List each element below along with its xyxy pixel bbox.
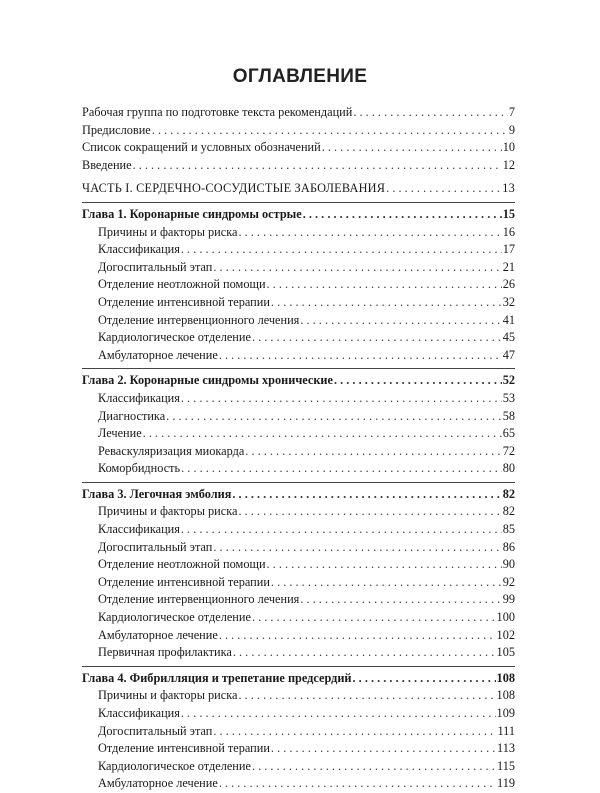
- toc-subentry[interactable]: [82, 539, 515, 557]
- toc-subentry-page: 113: [497, 741, 515, 756]
- toc-subentry-label: Кардиологическое отделение: [98, 610, 251, 625]
- toc-entry-page: 10: [502, 140, 515, 155]
- toc-entry[interactable]: [82, 157, 515, 175]
- dot-leader: [133, 157, 502, 175]
- toc-subentry[interactable]: [82, 312, 515, 330]
- dot-leader: [245, 443, 501, 461]
- toc-subentry-page: 92: [502, 574, 515, 589]
- toc-subentry[interactable]: [82, 723, 515, 741]
- toc-subentry-page: 58: [502, 408, 515, 423]
- toc-subentry[interactable]: [82, 687, 515, 705]
- dot-leader: [271, 574, 502, 592]
- dot-leader: [238, 224, 501, 242]
- section-divider: [82, 368, 515, 369]
- toc-entry-page: 9: [508, 122, 515, 137]
- toc-subentry-label: Лечение: [98, 426, 142, 441]
- toc-subentry-label: Отделение интервенционного лечения: [98, 312, 300, 327]
- toc-subentry[interactable]: [82, 443, 515, 461]
- toc-subentry[interactable]: [82, 644, 515, 662]
- section-divider: [82, 482, 515, 483]
- toc-subentry-label: Отделение интенсивной терапии: [98, 741, 270, 756]
- toc-subentry-page: 80: [502, 461, 515, 476]
- table-of-contents: [82, 104, 515, 793]
- toc-subentry-label: Причины и факторы риска: [98, 504, 238, 519]
- toc-chapter-page: 82: [502, 486, 515, 501]
- toc-subentry-page: 90: [502, 557, 515, 572]
- dot-leader: [152, 122, 508, 140]
- toc-subentry-label: Причины и факторы риска: [98, 688, 238, 703]
- toc-chapter[interactable]: [82, 486, 515, 504]
- toc-subentry-page: 53: [502, 390, 515, 405]
- toc-subentry-label: Отделение интенсивной терапии: [98, 574, 270, 589]
- dot-leader: [213, 539, 501, 557]
- page-title: ОГЛАВЛЕНИЕ: [232, 66, 368, 87]
- dot-leader: [219, 347, 502, 365]
- toc-chapter-page: 52: [502, 373, 515, 388]
- dot-leader: [386, 180, 501, 198]
- toc-entry[interactable]: [82, 139, 515, 157]
- toc-chapter[interactable]: [82, 372, 515, 390]
- dot-leader: [267, 556, 502, 574]
- dot-leader: [219, 775, 496, 793]
- toc-subentry[interactable]: [82, 329, 515, 347]
- dot-leader: [271, 294, 502, 312]
- dot-leader: [252, 758, 496, 776]
- toc-chapter-page: 108: [496, 670, 515, 685]
- dot-leader: [300, 591, 501, 609]
- toc-subentry[interactable]: [82, 521, 515, 539]
- toc-subentry-page: 72: [502, 443, 515, 458]
- dot-leader: [213, 259, 501, 277]
- dot-leader: [213, 723, 496, 741]
- dot-leader: [238, 687, 495, 705]
- toc-subentry-label: Амбулаторное лечение: [98, 627, 218, 642]
- dot-leader: [166, 408, 502, 426]
- toc-subentry-page: 41: [502, 312, 515, 327]
- toc-subentry[interactable]: [82, 241, 515, 259]
- toc-subentry-label: Кардиологическое отделение: [98, 758, 251, 773]
- toc-chapter-label: Глава 1. Коронарные синдромы острые: [82, 206, 302, 221]
- toc-subentry-label: Реваскуляризация миокарда: [98, 443, 245, 458]
- toc-chapter[interactable]: [82, 670, 515, 688]
- toc-subentry-label: Классификация: [98, 390, 180, 405]
- dot-leader: [267, 276, 502, 294]
- toc-subentry[interactable]: [82, 259, 515, 277]
- toc-entry-page: 7: [508, 105, 515, 119]
- toc-subentry-page: 86: [502, 539, 515, 554]
- toc-subentry[interactable]: [82, 705, 515, 723]
- dot-leader: [181, 241, 502, 259]
- toc-subentry-page: 111: [497, 723, 515, 738]
- toc-subentry[interactable]: [82, 574, 515, 592]
- toc-subentry-label: Классификация: [98, 242, 180, 257]
- dot-leader: [252, 329, 502, 347]
- toc-subentry-page: 45: [502, 330, 515, 345]
- toc-subentry-label: Классификация: [98, 522, 180, 537]
- dot-leader: [334, 372, 502, 390]
- toc-entry-label: Список сокращений и условных обозначений: [82, 140, 321, 155]
- toc-subentry-label: Амбулаторное лечение: [98, 347, 218, 362]
- dot-leader: [181, 460, 502, 478]
- toc-subentry[interactable]: [82, 408, 515, 426]
- toc-subentry-page: 65: [502, 426, 515, 441]
- toc-subentry-label: Отделение неотложной помощи: [98, 277, 266, 292]
- toc-subentry-label: Догоспитальный этап: [98, 723, 213, 738]
- toc-subentry-page: 100: [496, 610, 515, 625]
- toc-subentry-page: 108: [496, 688, 515, 703]
- toc-subentry-page: 119: [497, 776, 515, 791]
- toc-subentry[interactable]: [82, 609, 515, 627]
- toc-subentry-label: Диагностика: [98, 408, 166, 423]
- section-divider: [82, 666, 515, 667]
- toc-entry[interactable]: [82, 104, 515, 122]
- toc-subentry-label: Догоспитальный этап: [98, 539, 213, 554]
- toc-subentry-label: Причины и факторы риска: [98, 224, 238, 239]
- toc-subentry-label: Отделение интервенционного лечения: [98, 592, 300, 607]
- toc-subentry-label: Кардиологическое отделение: [98, 330, 251, 345]
- toc-subentry-label: Отделение неотложной помощи: [98, 557, 266, 572]
- toc-part-label: ЧАСТЬ I. СЕРДЕЧНО-СОСУДИСТЫЕ ЗАБОЛЕВАНИЯ: [82, 181, 386, 196]
- toc-entry[interactable]: [82, 122, 515, 140]
- toc-subentry-label: Первичная профилактика: [98, 645, 232, 660]
- dot-leader: [233, 644, 496, 662]
- toc-subentry-page: 26: [502, 277, 515, 292]
- dot-leader: [353, 104, 508, 122]
- toc-subentry-page: 17: [502, 242, 515, 257]
- toc-subentry[interactable]: [82, 775, 515, 793]
- toc-subentry-label: Догоспитальный этап: [98, 259, 213, 274]
- toc-subentry[interactable]: [82, 276, 515, 294]
- dot-leader: [271, 740, 496, 758]
- dot-leader: [252, 609, 496, 627]
- dot-leader: [322, 139, 502, 157]
- dot-leader: [300, 312, 501, 330]
- toc-entry-label: Рабочая группа по подготовке текста рекомендаций: [82, 105, 353, 119]
- toc-subentry-label: Амбулаторное лечение: [98, 776, 218, 791]
- toc-chapter-label: Глава 2. Коронарные синдромы хронические: [82, 373, 333, 388]
- toc-subentry[interactable]: [82, 460, 515, 478]
- toc-subentry-label: Классификация: [98, 706, 180, 720]
- toc-subentry-label: Коморбидность: [98, 461, 181, 476]
- toc-entry-label: Предисловие: [82, 122, 151, 137]
- toc-subentry-page: 47: [502, 347, 515, 362]
- toc-subentry-page: 102: [496, 627, 515, 642]
- toc-subentry[interactable]: [82, 591, 515, 609]
- toc-subentry[interactable]: [82, 425, 515, 443]
- dot-leader: [219, 627, 496, 645]
- toc-subentry-page: 16: [502, 224, 515, 239]
- toc-subentry-page: 109: [496, 706, 515, 720]
- toc-chapter-label: Глава 3. Легочная эмболия: [82, 486, 232, 501]
- dot-leader: [181, 705, 496, 723]
- toc-subentry[interactable]: [82, 347, 515, 365]
- toc-subentry[interactable]: [82, 390, 515, 408]
- toc-subentry[interactable]: [82, 758, 515, 776]
- dot-leader: [181, 390, 502, 408]
- dot-leader: [303, 206, 502, 224]
- section-divider: [82, 202, 515, 203]
- toc-chapter[interactable]: [82, 206, 515, 224]
- toc-subentry[interactable]: [82, 294, 515, 312]
- dot-leader: [238, 503, 501, 521]
- toc-subentry-page: 21: [502, 259, 515, 274]
- toc-chapter-page: 15: [502, 206, 515, 221]
- toc-subentry[interactable]: [82, 627, 515, 645]
- dot-leader: [143, 425, 502, 443]
- toc-subentry-page: 99: [502, 592, 515, 607]
- toc-subentry[interactable]: [82, 740, 515, 758]
- toc-part-page: 13: [502, 181, 515, 196]
- toc-chapter-label: Глава 4. Фибрилляция и трепетание предсердий: [82, 670, 352, 685]
- toc-entry-label: Введение: [82, 157, 132, 172]
- toc-subentry[interactable]: [82, 224, 515, 242]
- toc-subentry-page: 32: [502, 294, 515, 309]
- toc-subentry[interactable]: [82, 556, 515, 574]
- dot-leader: [181, 521, 502, 539]
- toc-entry-page: 12: [502, 157, 515, 172]
- toc-subentry-label: Отделение интенсивной терапии: [98, 294, 270, 309]
- toc-part-heading[interactable]: [82, 180, 515, 198]
- toc-subentry-page: 115: [497, 758, 515, 773]
- toc-subentry[interactable]: [82, 503, 515, 521]
- toc-subentry-page: 82: [502, 504, 515, 519]
- toc-subentry-page: 85: [502, 522, 515, 537]
- dot-leader: [232, 486, 501, 504]
- toc-subentry-page: 105: [496, 645, 515, 660]
- dot-leader: [353, 670, 496, 688]
